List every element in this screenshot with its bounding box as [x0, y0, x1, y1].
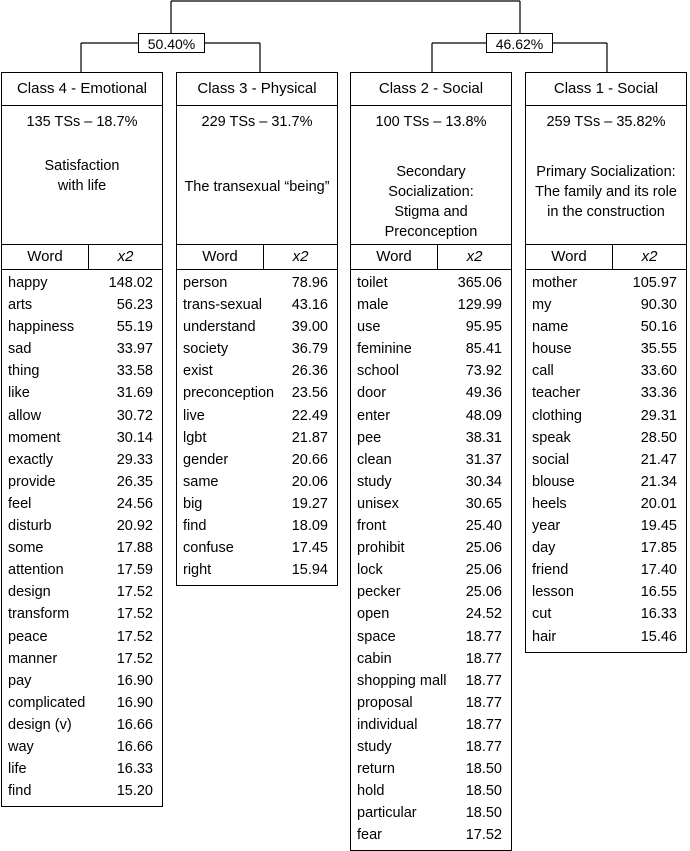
table-row — [2, 736, 162, 758]
chi2-cell: 21.87 — [291, 429, 328, 446]
chi2-cell: 30.14 — [116, 429, 153, 446]
chi2-cell: 105.97 — [632, 275, 677, 291]
table-row — [177, 493, 337, 515]
table-row — [351, 670, 511, 692]
chi2-cell: 29.31 — [640, 407, 677, 424]
table-row — [177, 427, 337, 449]
word-cell: pecker — [357, 584, 401, 601]
table-row — [351, 471, 511, 493]
word-cell: lesson — [532, 584, 574, 601]
chi2-cell: 31.69 — [116, 385, 153, 402]
table-row — [351, 648, 511, 670]
table-row — [526, 603, 686, 625]
table-row — [526, 471, 686, 493]
chi2-cell: 19.45 — [640, 518, 677, 535]
table-row — [2, 493, 162, 515]
word-cell: male — [357, 297, 389, 314]
table-row — [2, 515, 162, 537]
word-cell: social — [532, 451, 570, 468]
table-row — [526, 537, 686, 559]
chi2-cell: 73.92 — [465, 363, 502, 380]
word-cell: moment — [8, 429, 61, 446]
table-row — [2, 360, 162, 382]
word-cell: find — [183, 518, 207, 535]
table-row — [351, 802, 511, 824]
table-header — [177, 245, 337, 270]
word-cell: design — [8, 584, 51, 601]
chi2-cell: 20.01 — [640, 495, 677, 512]
chi2-cell: 30.34 — [465, 473, 502, 490]
table-row — [177, 449, 337, 471]
chi2-cell: 18.77 — [465, 628, 502, 645]
word-cell: my — [532, 297, 552, 314]
word-cell: unisex — [357, 495, 399, 512]
chi2-cell: 29.33 — [116, 451, 153, 468]
word-cell: door — [357, 385, 387, 402]
table-row — [2, 338, 162, 360]
word-header: Word — [177, 245, 264, 269]
chi2-cell: 56.23 — [116, 297, 153, 314]
class-column — [1, 72, 163, 807]
chi2-cell: 90.30 — [640, 297, 677, 314]
chi2-cell: 148.02 — [108, 275, 153, 291]
chi2-cell: 48.09 — [465, 407, 502, 424]
chi2-cell: 49.36 — [465, 385, 502, 402]
word-cell: find — [8, 783, 32, 800]
word-cell: happy — [8, 275, 48, 291]
chi2-cell: 50.16 — [640, 319, 677, 336]
chi2-cell: 16.90 — [116, 672, 153, 689]
table-row — [351, 360, 511, 382]
word-cell: confuse — [183, 540, 234, 557]
chi2-cell: 20.66 — [291, 451, 328, 468]
chi2-cell: 19.27 — [291, 495, 328, 512]
word-cell: manner — [8, 650, 58, 667]
table-row — [177, 360, 337, 382]
word-cell: pee — [357, 429, 382, 446]
class-description-box — [526, 114, 686, 245]
word-cell: sad — [8, 341, 32, 358]
class-column — [350, 72, 512, 851]
class-description: The transexual “being” — [184, 179, 330, 195]
word-cell: exactly — [8, 451, 54, 468]
split-percentage-left: 50.40% — [138, 33, 205, 53]
chi2-cell: 15.46 — [640, 628, 677, 645]
chi2-cell: 39.00 — [291, 319, 328, 336]
word-cell: feminine — [357, 341, 412, 358]
word-cell: heels — [532, 495, 567, 512]
chi2-cell: 95.95 — [465, 319, 502, 336]
table-row — [2, 382, 162, 404]
chi2-cell: 36.79 — [291, 341, 328, 358]
word-cell: hair — [532, 628, 557, 645]
table-row — [526, 515, 686, 537]
chi2-cell: 30.65 — [465, 495, 502, 512]
table-row — [351, 405, 511, 427]
table-row — [351, 449, 511, 471]
chi2-cell: 17.40 — [640, 562, 677, 579]
table-row — [177, 338, 337, 360]
chi2-cell: 16.90 — [116, 694, 153, 711]
word-header: Word — [526, 245, 613, 269]
class-description-box — [2, 114, 162, 245]
table-row — [2, 758, 162, 780]
table-row — [177, 382, 337, 404]
table-row — [177, 559, 337, 581]
class-description-box — [177, 114, 337, 245]
word-cell: right — [183, 562, 212, 579]
word-cell: hold — [357, 783, 385, 800]
table-header — [526, 245, 686, 270]
chi2-header: x2 — [641, 248, 658, 265]
chi2-cell: 21.34 — [640, 473, 677, 490]
word-cell: arts — [8, 297, 33, 314]
table-row — [351, 338, 511, 360]
table-row — [177, 515, 337, 537]
chi2-cell: 85.41 — [465, 341, 502, 358]
table-row — [351, 692, 511, 714]
chi2-cell: 18.50 — [465, 783, 502, 800]
word-cell: attention — [8, 562, 64, 579]
chi2-cell: 17.85 — [640, 540, 677, 557]
chi2-cell: 18.50 — [465, 805, 502, 822]
chi2-cell: 38.31 — [465, 429, 502, 446]
word-cell: transform — [8, 606, 70, 623]
word-cell: happiness — [8, 319, 75, 336]
word-cell: complicated — [8, 694, 86, 711]
chi2-cell: 21.47 — [640, 451, 677, 468]
table-row — [2, 449, 162, 471]
table-row — [2, 537, 162, 559]
chi2-cell: 55.19 — [116, 319, 153, 336]
chi2-cell: 16.55 — [640, 584, 677, 601]
table-row — [526, 581, 686, 603]
table-row — [526, 272, 686, 294]
chi2-cell: 17.52 — [116, 584, 153, 601]
table-row — [2, 316, 162, 338]
word-cell: proposal — [357, 694, 413, 711]
chi2-cell: 43.16 — [291, 297, 328, 314]
table-row — [177, 316, 337, 338]
word-cell: enter — [357, 407, 391, 424]
word-cell: feel — [8, 495, 32, 512]
class-count: 135 TSs – 18.7% — [26, 114, 138, 130]
chi2-cell: 24.56 — [116, 495, 153, 512]
table-row — [351, 736, 511, 758]
word-cell: society — [183, 341, 229, 358]
word-header: Word — [351, 245, 438, 269]
chi2-cell: 18.77 — [465, 650, 502, 667]
class-title: Class 3 - Physical — [177, 73, 337, 106]
word-cell: cabin — [357, 650, 392, 667]
word-cell: prohibit — [357, 540, 405, 557]
chi2-cell: 365.06 — [457, 275, 502, 291]
word-cell: disturb — [8, 518, 52, 535]
word-header: Word — [2, 245, 89, 269]
word-cell: lock — [357, 562, 383, 579]
word-cell: life — [8, 761, 27, 778]
word-list — [177, 270, 337, 585]
table-row — [526, 405, 686, 427]
word-cell: live — [183, 407, 205, 424]
chi2-cell: 33.58 — [116, 363, 153, 380]
chi2-cell: 20.06 — [291, 473, 328, 490]
chi2-cell: 17.52 — [116, 650, 153, 667]
word-cell: fear — [357, 827, 382, 844]
table-row — [2, 648, 162, 670]
table-row — [526, 382, 686, 404]
table-row — [526, 338, 686, 360]
chi2-cell: 16.33 — [640, 606, 677, 623]
word-cell: shopping mall — [357, 672, 447, 689]
chi2-cell: 18.50 — [465, 761, 502, 778]
chi2-cell: 16.33 — [116, 761, 153, 778]
chi2-cell: 25.06 — [465, 562, 502, 579]
table-row — [351, 714, 511, 736]
table-row — [351, 493, 511, 515]
word-cell: day — [532, 540, 556, 557]
class-description-box — [351, 114, 511, 245]
class-description: Satisfaction with life — [44, 158, 120, 194]
chi2-cell: 17.52 — [116, 628, 153, 645]
word-cell: provide — [8, 473, 56, 490]
word-cell: trans-sexual — [183, 297, 262, 314]
chi2-cell: 20.92 — [116, 518, 153, 535]
table-row — [526, 626, 686, 648]
table-row — [526, 316, 686, 338]
chi2-cell: 16.66 — [116, 738, 153, 755]
chi2-cell: 24.52 — [465, 606, 502, 623]
table-row — [2, 405, 162, 427]
chi2-header: x2 — [466, 248, 483, 265]
chi2-cell: 129.99 — [457, 297, 502, 314]
word-list — [2, 270, 162, 806]
table-row — [351, 316, 511, 338]
chi2-header: x2 — [292, 248, 309, 265]
table-row — [351, 382, 511, 404]
table-row — [2, 427, 162, 449]
word-cell: lgbt — [183, 429, 207, 446]
chi2-cell: 35.55 — [640, 341, 677, 358]
table-row — [177, 294, 337, 316]
word-list — [526, 270, 686, 652]
chi2-cell: 26.36 — [291, 363, 328, 380]
word-cell: understand — [183, 319, 256, 336]
word-cell: design (v) — [8, 716, 72, 733]
table-row — [2, 670, 162, 692]
table-row — [2, 603, 162, 625]
table-row — [526, 559, 686, 581]
table-row — [351, 780, 511, 802]
table-row — [2, 272, 162, 294]
table-row — [526, 427, 686, 449]
word-cell: cut — [532, 606, 552, 623]
table-row — [351, 758, 511, 780]
chi2-cell: 17.52 — [116, 606, 153, 623]
word-cell: person — [183, 275, 228, 291]
class-column — [525, 72, 687, 653]
chi2-cell: 18.09 — [291, 518, 328, 535]
table-row — [351, 559, 511, 581]
word-cell: house — [532, 341, 572, 358]
table-row — [351, 537, 511, 559]
word-cell: individual — [357, 716, 418, 733]
class-count: 229 TSs – 31.7% — [201, 114, 313, 130]
chi2-cell: 18.77 — [465, 694, 502, 711]
table-row — [351, 427, 511, 449]
word-cell: same — [183, 473, 219, 490]
word-cell: clothing — [532, 407, 582, 424]
table-row — [526, 493, 686, 515]
chi2-cell: 25.06 — [465, 540, 502, 557]
table-row — [177, 537, 337, 559]
word-cell: preconception — [183, 385, 275, 402]
table-row — [526, 449, 686, 471]
table-row — [177, 471, 337, 493]
table-row — [351, 581, 511, 603]
word-cell: front — [357, 518, 387, 535]
word-cell: allow — [8, 407, 42, 424]
chi2-cell: 17.59 — [116, 562, 153, 579]
class-title: Class 4 - Emotional — [2, 73, 162, 106]
word-cell: space — [357, 628, 396, 645]
chi2-cell: 28.50 — [640, 429, 677, 446]
chi2-cell: 22.49 — [291, 407, 328, 424]
word-cell: clean — [357, 451, 392, 468]
word-cell: study — [357, 473, 392, 490]
class-count: 259 TSs – 35.82% — [546, 114, 666, 130]
table-row — [351, 824, 511, 846]
word-cell: thing — [8, 363, 40, 380]
table-header — [351, 245, 511, 270]
class-column — [176, 72, 338, 586]
chi2-cell: 33.97 — [116, 341, 153, 358]
chi2-cell: 18.77 — [465, 672, 502, 689]
word-cell: peace — [8, 628, 48, 645]
word-cell: teacher — [532, 385, 581, 402]
word-cell: some — [8, 540, 44, 557]
table-row — [351, 294, 511, 316]
word-cell: friend — [532, 562, 569, 579]
word-cell: blouse — [532, 473, 575, 490]
word-cell: call — [532, 363, 554, 380]
chi2-cell: 15.94 — [291, 562, 328, 579]
word-cell: gender — [183, 451, 229, 468]
chi2-cell: 16.66 — [116, 716, 153, 733]
chi2-cell: 31.37 — [465, 451, 502, 468]
chi2-cell: 18.77 — [465, 738, 502, 755]
chi2-cell: 15.20 — [116, 783, 153, 800]
word-list — [351, 270, 511, 850]
word-cell: speak — [532, 429, 571, 446]
chi2-cell: 33.36 — [640, 385, 677, 402]
word-cell: big — [183, 495, 203, 512]
chi2-cell: 23.56 — [291, 385, 328, 402]
chi2-cell: 33.60 — [640, 363, 677, 380]
word-cell: year — [532, 518, 561, 535]
table-row — [2, 714, 162, 736]
class-count: 100 TSs – 13.8% — [375, 114, 487, 130]
table-row — [2, 692, 162, 714]
chi2-cell: 17.45 — [291, 540, 328, 557]
word-cell: exist — [183, 363, 213, 380]
class-title: Class 2 - Social — [351, 73, 511, 106]
class-description: Primary Socialization: The family and its role in the construction — [535, 164, 677, 220]
chi2-cell: 25.06 — [465, 584, 502, 601]
table-row — [526, 360, 686, 382]
word-cell: mother — [532, 275, 578, 291]
table-row — [2, 559, 162, 581]
table-row — [351, 626, 511, 648]
table-row — [177, 405, 337, 427]
table-row — [2, 294, 162, 316]
table-row — [351, 515, 511, 537]
table-row — [2, 780, 162, 802]
chi2-cell: 30.72 — [116, 407, 153, 424]
word-cell: name — [532, 319, 569, 336]
table-row — [351, 603, 511, 625]
chi2-cell: 26.35 — [116, 473, 153, 490]
word-cell: pay — [8, 672, 32, 689]
chi2-cell: 25.40 — [465, 518, 502, 535]
word-cell: like — [8, 385, 30, 402]
table-row — [526, 294, 686, 316]
word-cell: school — [357, 363, 399, 380]
table-row — [351, 272, 511, 294]
word-cell: toilet — [357, 275, 388, 291]
chi2-cell: 17.52 — [465, 827, 502, 844]
chi2-header: x2 — [117, 248, 134, 265]
word-cell: open — [357, 606, 390, 623]
chi2-cell: 17.88 — [116, 540, 153, 557]
word-cell: study — [357, 738, 392, 755]
chi2-cell: 18.77 — [465, 716, 502, 733]
split-percentage-right: 46.62% — [486, 33, 553, 53]
table-row — [177, 272, 337, 294]
class-description: Secondary Socialization: Stigma and Preconception — [384, 164, 478, 240]
word-cell: use — [357, 319, 381, 336]
table-row — [2, 581, 162, 603]
word-cell: return — [357, 761, 395, 778]
word-cell: way — [8, 738, 34, 755]
class-title: Class 1 - Social — [526, 73, 686, 106]
table-row — [2, 626, 162, 648]
chi2-cell: 78.96 — [291, 275, 328, 291]
table-header — [2, 245, 162, 270]
table-row — [2, 471, 162, 493]
word-cell: particular — [357, 805, 417, 822]
